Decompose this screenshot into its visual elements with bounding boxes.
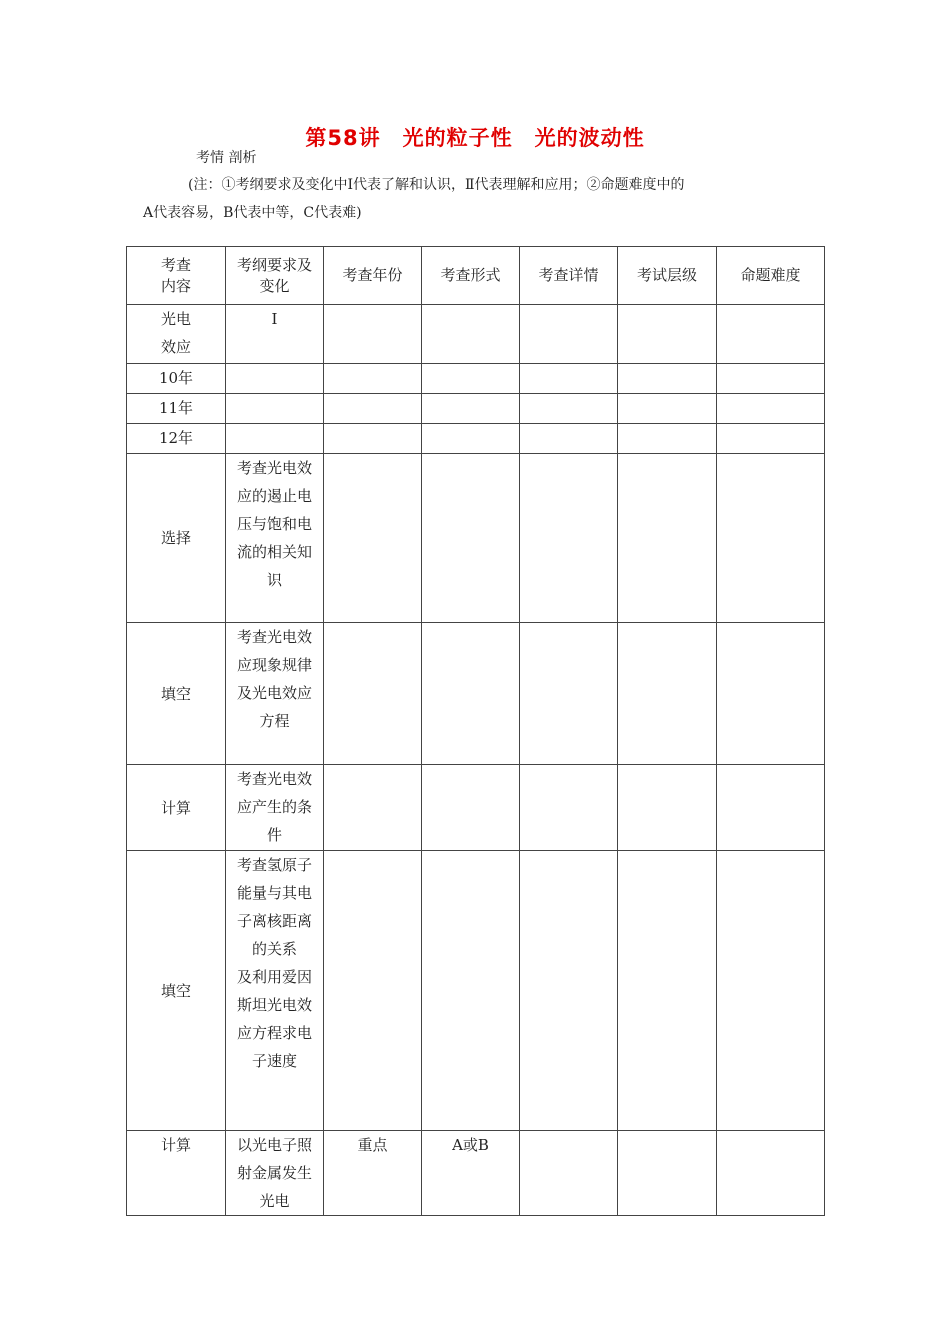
cell-difficulty <box>717 394 825 424</box>
cell-level <box>618 305 717 364</box>
cell-form <box>422 394 520 424</box>
cell-year <box>324 305 422 364</box>
cell-detail <box>520 1131 618 1216</box>
cell-detail <box>520 623 618 765</box>
cell-requirement: 考查光电效应的遏止电压与饱和电流的相关知识 <box>226 454 324 623</box>
cell-difficulty <box>717 765 825 851</box>
cell-detail <box>520 394 618 424</box>
cell-content: 10年 <box>127 364 226 394</box>
cell-year <box>324 364 422 394</box>
cell-form <box>422 424 520 454</box>
cell-level <box>618 1131 717 1216</box>
table-row <box>127 394 825 424</box>
cell-difficulty <box>717 454 825 623</box>
table-row <box>127 364 825 394</box>
header-cell-level: 考试层级 <box>618 247 717 305</box>
page-title: 第58讲 光的粒子性 光的波动性 <box>305 126 645 150</box>
header-cell-content: 考查内容 <box>127 247 226 305</box>
table-row <box>127 623 825 765</box>
requirement-text-part2: 及利用爱因斯坦光电效应方程求电子速度 <box>236 968 312 1070</box>
header-cell-difficulty: 命题难度 <box>717 247 825 305</box>
cell-requirement <box>226 394 324 424</box>
header-cell-year: 考查年份 <box>324 247 422 305</box>
cell-form <box>422 851 520 1131</box>
cell-difficulty <box>717 364 825 394</box>
cell-year <box>324 765 422 851</box>
cell-year <box>324 394 422 424</box>
cell-difficulty <box>717 623 825 765</box>
cell-requirement <box>226 424 324 454</box>
cell-detail <box>520 305 618 364</box>
cell-difficulty <box>717 1131 825 1216</box>
cell-level <box>618 394 717 424</box>
requirement-text-part1: 考查氢原子能量与其电子离核距离的关系 <box>236 856 312 958</box>
header-cell-form: 考查形式 <box>422 247 520 305</box>
cell-difficulty <box>717 424 825 454</box>
cell-level <box>618 454 717 623</box>
note-line-2: A代表容易，B代表中等，C代表难) <box>143 205 362 221</box>
cell-level <box>618 364 717 394</box>
header-cell-requirement: 考纲要求及变化 <box>226 247 324 305</box>
cell-content: 填空 <box>127 851 226 1131</box>
cell-content: 计算 <box>127 1131 226 1216</box>
cell-detail <box>520 364 618 394</box>
cell-content: 11年 <box>127 394 226 424</box>
cell-year <box>324 424 422 454</box>
cell-content: 光电效应 <box>127 305 226 364</box>
cell-year: 重点 <box>324 1131 422 1216</box>
header-cell-detail: 考查详情 <box>520 247 618 305</box>
cell-difficulty <box>717 851 825 1131</box>
cell-level <box>618 424 717 454</box>
table-row <box>127 454 825 623</box>
table-row <box>127 765 825 851</box>
cell-level <box>618 623 717 765</box>
table-row <box>127 851 825 1131</box>
cell-level <box>618 851 717 1131</box>
cell-form <box>422 765 520 851</box>
cell-form <box>422 364 520 394</box>
cell-requirement <box>226 851 324 1131</box>
table-row <box>127 424 825 454</box>
cell-form: A或B <box>422 1131 520 1216</box>
table-row <box>127 305 825 364</box>
cell-content: 选择 <box>127 454 226 623</box>
cell-year <box>324 623 422 765</box>
cell-form <box>422 623 520 765</box>
note-line-1: (注：①考纲要求及变化中Ⅰ代表了解和认识，Ⅱ代表理解和应用；②命题难度中的 <box>188 177 685 193</box>
cell-year <box>324 454 422 623</box>
cell-detail <box>520 765 618 851</box>
cell-content: 计算 <box>127 765 226 851</box>
cell-detail <box>520 851 618 1131</box>
cell-content: 填空 <box>127 623 226 765</box>
cell-detail <box>520 424 618 454</box>
cell-form <box>422 454 520 623</box>
exam-analysis-table <box>126 246 825 1216</box>
cell-requirement: 考查光电效应现象规律及光电效应方程 <box>226 623 324 765</box>
cell-requirement: Ⅰ <box>226 305 324 364</box>
cell-level <box>618 765 717 851</box>
section-subtitle: 考情 剖析 <box>196 150 257 166</box>
cell-year <box>324 851 422 1131</box>
cell-requirement: 考查光电效应产生的条件 <box>226 765 324 851</box>
table-row <box>127 1131 825 1216</box>
cell-requirement: 以光电子照射金属发生光电 <box>226 1131 324 1216</box>
cell-detail <box>520 454 618 623</box>
cell-content: 12年 <box>127 424 226 454</box>
cell-requirement <box>226 364 324 394</box>
cell-form <box>422 305 520 364</box>
table-header-row <box>127 247 825 305</box>
cell-difficulty <box>717 305 825 364</box>
